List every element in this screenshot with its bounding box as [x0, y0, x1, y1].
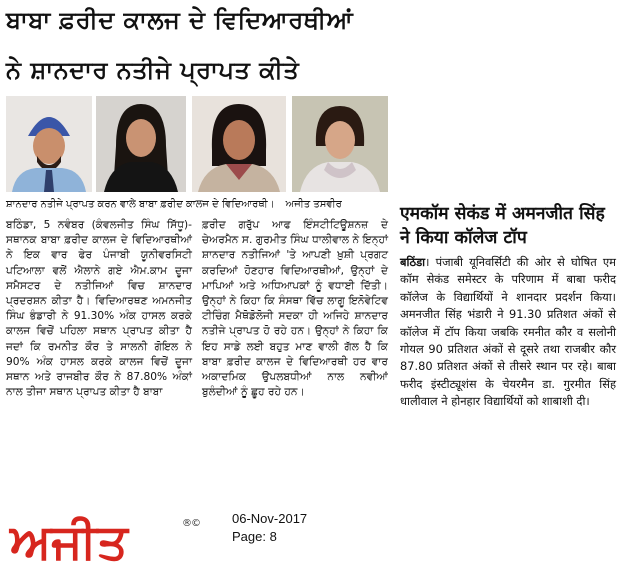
headline-line-1: ਬਾਬਾ ਫ਼ਰੀਦ ਕਾਲਜ ਦੇ ਵਿਦਿਆਰਥੀਆਂ — [6, 6, 354, 34]
ajit-logo — [8, 508, 201, 570]
ajit-logo-graphic — [8, 508, 201, 570]
hindi-body-text: पंजाबी यूनिवर्सिटी की ओर से घोषित एम कॉम सेकंड समेस्टर के परिणाम में बाबा फरीद कॉलेज के विद्यार्थियों ने शानदार प्रदर्शन किया। अमनजीत सिंह भंडारी ने 91.30 प्रतिशत अंकों से कॉलेज में टॉप किया जबकि रमनीत कौर व सलोनी गोयल 90 प्रतिशत अंकों से दूसरे तथा राजबीर कौर 87.80 प्रतिशत अंकों से तीसरे स्थान पर रहे। बाबा फरीद इंस्टीट्यूशंस के चेयरमैन डा. गुरमीत सिंह धालीवाल ने होनहार विद्यार्थियों को शाबाशी दी। — [400, 255, 616, 409]
page-number: Page: 8 — [232, 529, 277, 544]
article-column-1-text: ਬਠਿੰਡਾ, 5 ਨਵੰਬਰ (ਕੰਵਲਜੀਤ ਸਿੰਘ ਸਿੱਧੂ)- ਸਥਾਨਕ ਬਾਬਾ ਫ਼ਰੀਦ ਕਾਲਜ ਦੇ ਵਿਦਿਆਰਥੀਆਂ ਨੇ ਇਕ ਵਾਰ ਫੇਰ ਪੰਜਾਬੀ ਯੂਨੀਵਰਸਿਟੀ ਪਟਿਆਲਾ ਵਲੋਂ ਐਲਾਨੇ ਗਏ ਐਮ.ਕਾਮ ਦੂਜਾ ਸਮੈਸਟਰ ਦੇ ਨਤੀਜਿਆਂ ਵਿਚ ਸ਼ਾਨਦਾਰ ਪ੍ਰਦਰਸ਼ਨ ਕੀਤਾ ਹੈ। ਵਿਦਿਆਰਥਣ ਅਮਨਜੀਤ ਸਿੰਘ ਭੰਡਾਰੀ ਨੇ 91.30% ਅੰਕ ਹਾਸਲ ਕਰਕੇ ਕਾਲਜ ਵਿਚੋਂ ਪਹਿਲਾ ਸਥਾਨ ਪ੍ਰਾਪਤ ਕੀਤਾ ਹੈ ਜਦਾਂ ਕਿ ਰਮਨੀਤ ਕੌਰ ਤੇ ਸਾਲਨੀ ਗੋਇਲ ਨੇ 90% ਅੰਕ ਹਾਸਲ ਕਰਕੇ ਕਾਲਜ ਵਿਚੋਂ ਦੂਜਾ ਸਥਾਨ ਅਤੇ ਰਾਜਬੀਰ ਕੌਰ ਨੇ 87.80% ਅੰਕਾਂ ਨਾਲ ਤੀਜਾ ਸਥਾਨ ਪ੍ਰਾਪਤ ਕੀਤਾ ਹੈ ਬਾਬਾ — [6, 219, 192, 399]
copyright-mark: © — [191, 518, 201, 529]
caption-text: ਸ਼ਾਨਦਾਰ ਨਤੀਜੇ ਪ੍ਰਾਪਤ ਕਰਨ ਵਾਲੇ ਬਾਬਾ ਫ਼ਰੀਦ ਕਾਲਜ ਦੇ ਵਿਦਿਆਰਥੀ। — [6, 199, 275, 210]
article-column-2-text: ਫ਼ਰੀਦ ਗਰੁੱਪ ਆਫ ਇੰਸਟੀਟਿਊਸ਼ਨਜ਼ ਦੇ ਚੇਅਰਮੈਨ ਸ. ਗੁਰਮੀਤ ਸਿੰਘ ਧਾਲੀਵਾਲ ਨੇ ਇਨ੍ਹਾਂ ਸ਼ਾਨਦਾਰ ਨਤੀਜਿਆਂ 'ਤੇ ਆਪਣੀ ਖ਼ੁਸ਼ੀ ਪ੍ਰਗਟ ਕਰਦਿਆਂ ਹੋਣਹਾਰ ਵਿਦਿਆਰਥੀਆਂ, ਉਨ੍ਹਾਂ ਦੇ ਮਾਪਿਆਂ ਅਤੇ ਅਧਿਆਪਕਾਂ ਨੂੰ ਵਧਾਈ ਦਿੱਤੀ। ਉਨ੍ਹਾਂ ਨੇ ਕਿਹਾ ਕਿ ਸੰਸਥਾ ਵਿੱਚ ਲਾਗੂ ਇਨੋਵੇਟਿਵ ਟੀਚਿੰਗ ਮੈਥੋਡੋਲੋਜੀ ਸਦਕਾ ਹੀ ਅਜਿਹੇ ਸ਼ਾਨਦਾਰ ਨਤੀਜੇ ਪ੍ਰਾਪਤ ਹੋ ਰਹੇ ਹਨ। ਉਨ੍ਹਾਂ ਨੇ ਕਿਹਾ ਕਿ ਇਹ ਸਾਡੇ ਲਈ ਬਹੁਤ ਮਾਣ ਵਾਲੀ ਗੱਲ ਹੈ ਕਿ ਬਾਬਾ ਫ਼ਰੀਦ ਕਾਲਜ ਦੇ ਵਿਦਿਆਰਥੀ ਹਰ ਵਾਰ ਅਕਾਦਮਿਕ ਉਪਲਬਧੀਆਂ ਨਾਲ ਨਵੀਆਂ ਬੁਲੰਦੀਆਂ ਨੂੰ ਛੂਹ ਰਹੇ ਹਨ। — [202, 219, 388, 399]
registered-mark: ® — [182, 518, 192, 529]
student-photo-2 — [96, 96, 186, 192]
photo-caption — [6, 198, 386, 211]
hindi-article-body: बठिंडा। पंजाबी यूनिवर्सिटी की ओर से घोषित एम कॉम सेकंड समेस्टर के परिणाम में बाबा फरीद कॉलेज के विद्यार्थियों ने शानदार प्रदर्शन किया। अमनजीत सिंह भंडारी ने 91.30 प्रतिशत अंकों से कॉलेज में टॉप किया जबकि रमनीत कौर व सलोनी गोयल 90 प्रतिशत अंकों से दूसरे तथा राजबीर कौर 87.80 प्रतिशत अंकों से तीसरे स्थान पर रहे। बाबा फरीद इंस्टीट्यूशंस के चेयरमैन डा. गुरमीत सिंह धालीवाल ने होनहार विद्यार्थियों को शाबाशी दी। — [400, 255, 616, 409]
headline-line-2: ਨੇ ਸ਼ਾਨਦਾਰ ਨਤੀਜੇ ਪ੍ਰਾਪਤ ਕੀਤੇ — [6, 56, 300, 84]
publication-date: 06-Nov-2017 — [232, 511, 308, 526]
hindi-dateline: बठिंडा — [400, 255, 426, 269]
article-column-1 — [6, 218, 192, 498]
article-column-2 — [202, 218, 388, 498]
hindi-headline: एमकॉम सेकंड में अमनजीत सिंह ने किया कॉलेज टॉप — [400, 204, 605, 248]
student-photo-3 — [192, 96, 286, 192]
caption-credit: ਅਜੀਤ ਤਸਵੀਰ — [285, 199, 342, 210]
student-photo-1 — [6, 96, 92, 192]
student-photo-4 — [292, 96, 388, 192]
logo-text: ਅਜੀਤ — [10, 514, 128, 570]
